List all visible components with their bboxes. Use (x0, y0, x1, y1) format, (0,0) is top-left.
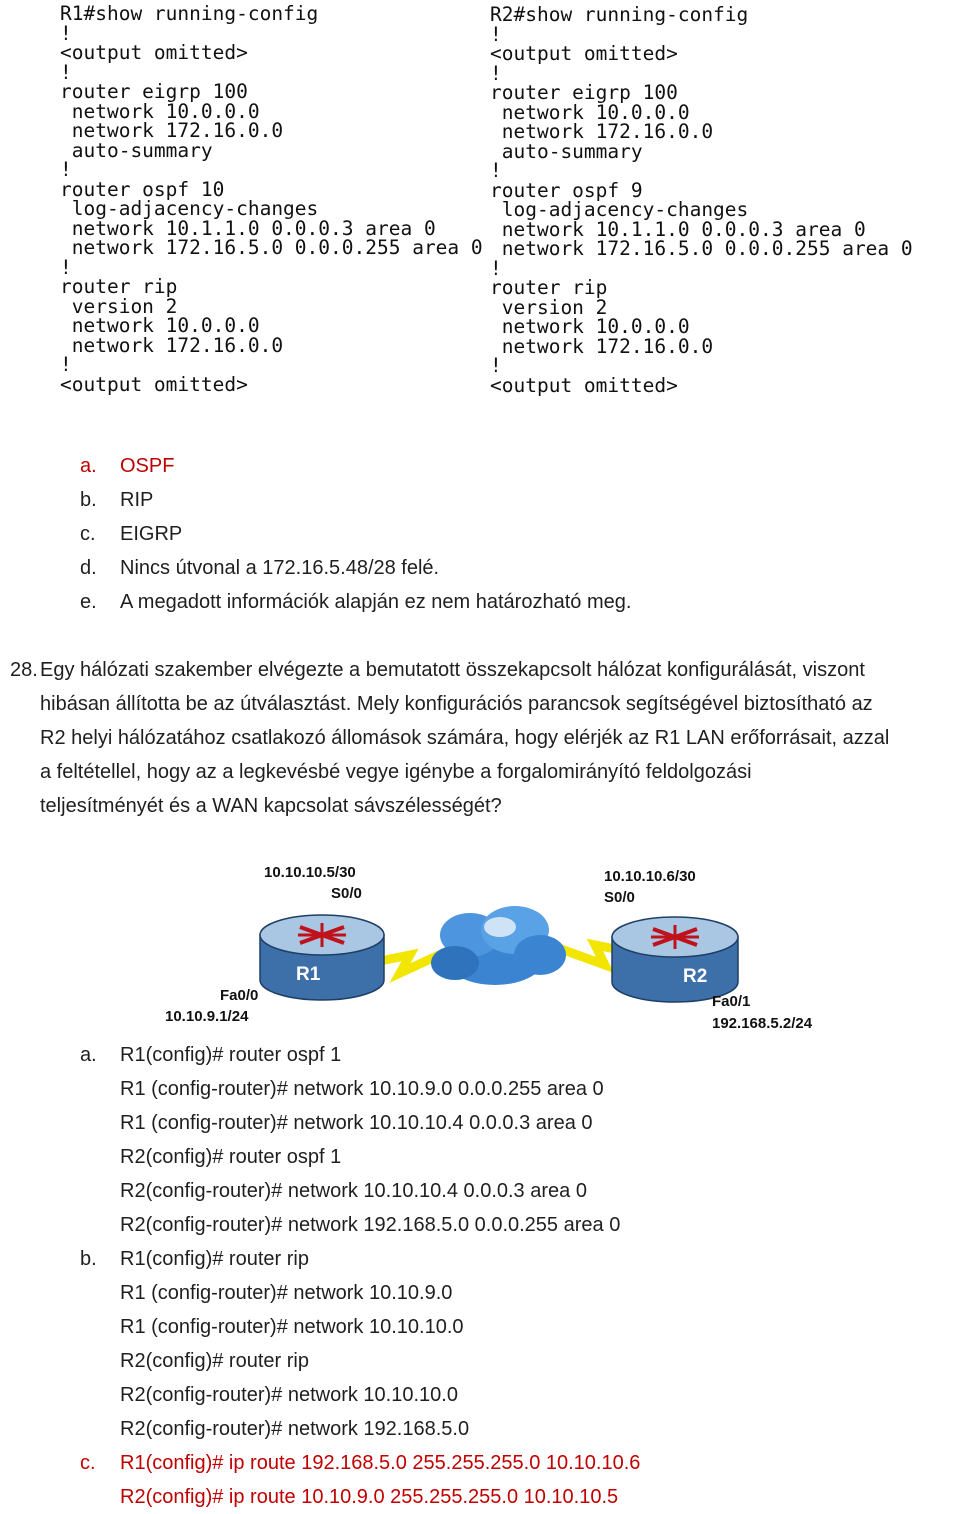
config-line: router ospf 9 (490, 178, 643, 202)
r2-serial-if: S0/0 (604, 889, 635, 906)
config-line: ! (60, 158, 72, 181)
answer-b-line: R2(config)# router rip (120, 1350, 309, 1372)
answer-b-line: R1 (config-router)# network 10.10.9.0 (120, 1282, 453, 1304)
config-line: network 10.0.0.0 (60, 314, 260, 337)
r1-name: R1 (296, 964, 321, 985)
config-line: R2#show running-config (490, 3, 749, 26)
wan-cloud-icon (431, 906, 566, 985)
question-number: 28. (10, 659, 38, 681)
answer-c-line: R2(config)# ip route 10.10.9.0 255.255.255.0 10.10.10.5 (120, 1486, 619, 1508)
answer-c-line: R1(config)# ip route 192.168.5.0 255.255.255.0 10.10.10.6 (120, 1452, 641, 1474)
answer-b-line: R1(config)# router rip (120, 1248, 309, 1270)
config-line: <output omitted> (60, 372, 248, 396)
question-line-3: R2 helyi hálózatához csatlakozó állomások számára, hogy elérjék az R1 LAN erőforrásait, azzal (40, 727, 890, 749)
prev-option-c: c. EIGRP (80, 523, 183, 545)
config-line: network 10.1.1.0 0.0.0.3 area 0 (490, 217, 866, 241)
config-line: router rip (60, 275, 178, 298)
config-line: ! (490, 256, 502, 280)
r2-running-config (490, 3, 913, 397)
r1-lan-ip: 10.10.9.1/24 (165, 1008, 249, 1025)
config-line: ! (60, 255, 72, 279)
r2-lan-if: Fa0/1 (712, 993, 751, 1010)
network-topology-diagram (150, 855, 850, 1035)
r2-name: R2 (683, 966, 708, 987)
config-line: network 172.16.5.0 0.0.0.255 area 0 (490, 237, 913, 260)
router-r1-icon (260, 915, 384, 1000)
config-line: network 10.1.1.0 0.0.0.3 area 0 (60, 216, 436, 240)
config-line: network 172.16.0.0 (60, 333, 284, 357)
config-line: ! (490, 354, 502, 377)
answer-a-line: R1 (config-router)# network 10.10.9.0 0.0.0.255 area 0 (120, 1078, 604, 1100)
answer-b-line: R2(config-router)# network 192.168.5.0 (120, 1418, 470, 1440)
answer-c-letter: c. (80, 1452, 96, 1474)
config-line: version 2 (60, 294, 178, 318)
config-line: log-adjacency-changes (60, 197, 319, 220)
answer-a-line: R2(config-router)# network 10.10.10.4 0.0.0.3 area 0 (120, 1180, 587, 1202)
prev-option-a: a. OSPF (80, 455, 175, 477)
r2-lan-ip: 192.168.5.2/24 (712, 1015, 813, 1032)
config-line: network 172.16.0.0 (60, 119, 284, 142)
question-line-4: a feltétellel, hogy az a legkevésbé vegye igénybe a forgalomirányító feldolgozási (40, 761, 752, 783)
r1-lan-if: Fa0/0 (220, 987, 259, 1004)
answer-b-line: R2(config-router)# network 10.10.10.0 (120, 1384, 458, 1406)
answer-a-line: R2(config)# router ospf 1 (120, 1146, 342, 1168)
answer-b-line: R1 (config-router)# network 10.10.10.0 (120, 1316, 464, 1338)
config-line: router eigrp 100 (60, 80, 248, 103)
answer-a-line: R1(config)# router ospf 1 (120, 1044, 342, 1066)
question-line-1: Egy hálózati szakember elvégezte a bemutatott összekapcsolt hálózat konfigurálását, viszont (40, 659, 865, 681)
config-line: network 10.0.0.0 (490, 315, 690, 338)
prev-option-d: d. Nincs útvonal a 172.16.5.48/28 felé. (80, 557, 440, 579)
config-line: router eigrp 100 (490, 81, 678, 104)
answer-b-letter: b. (80, 1248, 97, 1270)
config-line: network 172.16.5.0 0.0.0.255 area 0 (60, 236, 483, 259)
config-line: network 172.16.0.0 (490, 120, 714, 143)
config-line: ! (60, 21, 72, 45)
config-line: ! (490, 61, 502, 85)
config-line: <output omitted> (490, 42, 678, 65)
answer-a-letter: a. (80, 1044, 97, 1066)
config-line: router ospf 10 (60, 177, 225, 201)
r1-serial-ip: 10.10.10.5/30 (264, 864, 356, 881)
r1-serial-if: S0/0 (331, 885, 362, 902)
config-line: R1#show running-config (60, 2, 319, 25)
config-line: <output omitted> (60, 41, 248, 64)
config-line: auto-summary (490, 139, 643, 163)
config-line: ! (490, 22, 502, 46)
config-line: version 2 (490, 295, 608, 319)
answer-a-line: R2(config-router)# network 192.168.5.0 0.0.0.255 area 0 (120, 1214, 621, 1236)
question-28 (10, 653, 955, 823)
answer-a-line: R1 (config-router)# network 10.10.10.4 0.0.0.3 area 0 (120, 1112, 593, 1134)
config-line: auto-summary (60, 138, 213, 162)
r1-running-config (60, 4, 483, 394)
router-r2-icon (612, 917, 738, 1002)
config-line: ! (60, 60, 72, 84)
config-line: <output omitted> (490, 373, 678, 397)
config-line: router rip (490, 276, 608, 299)
config-line: ! (60, 353, 72, 376)
question-line-5: teljesítményét és a WAN kapcsolat sávszélességét? (40, 795, 502, 817)
config-line: network 10.0.0.0 (60, 99, 260, 123)
prev-option-e: e. A megadott információk alapján ez nem határozható meg. (80, 591, 632, 613)
config-line: network 10.0.0.0 (490, 100, 690, 124)
r2-serial-ip: 10.10.10.6/30 (604, 868, 696, 885)
prev-option-b: b. RIP (80, 489, 154, 511)
question-line-2: hibásan állította be az útválasztást. Mely konfigurációs parancsok segítségével biztosítható az (40, 693, 873, 715)
config-line: log-adjacency-changes (490, 198, 749, 221)
config-line: ! (490, 159, 502, 182)
config-line: network 172.16.0.0 (490, 334, 714, 358)
